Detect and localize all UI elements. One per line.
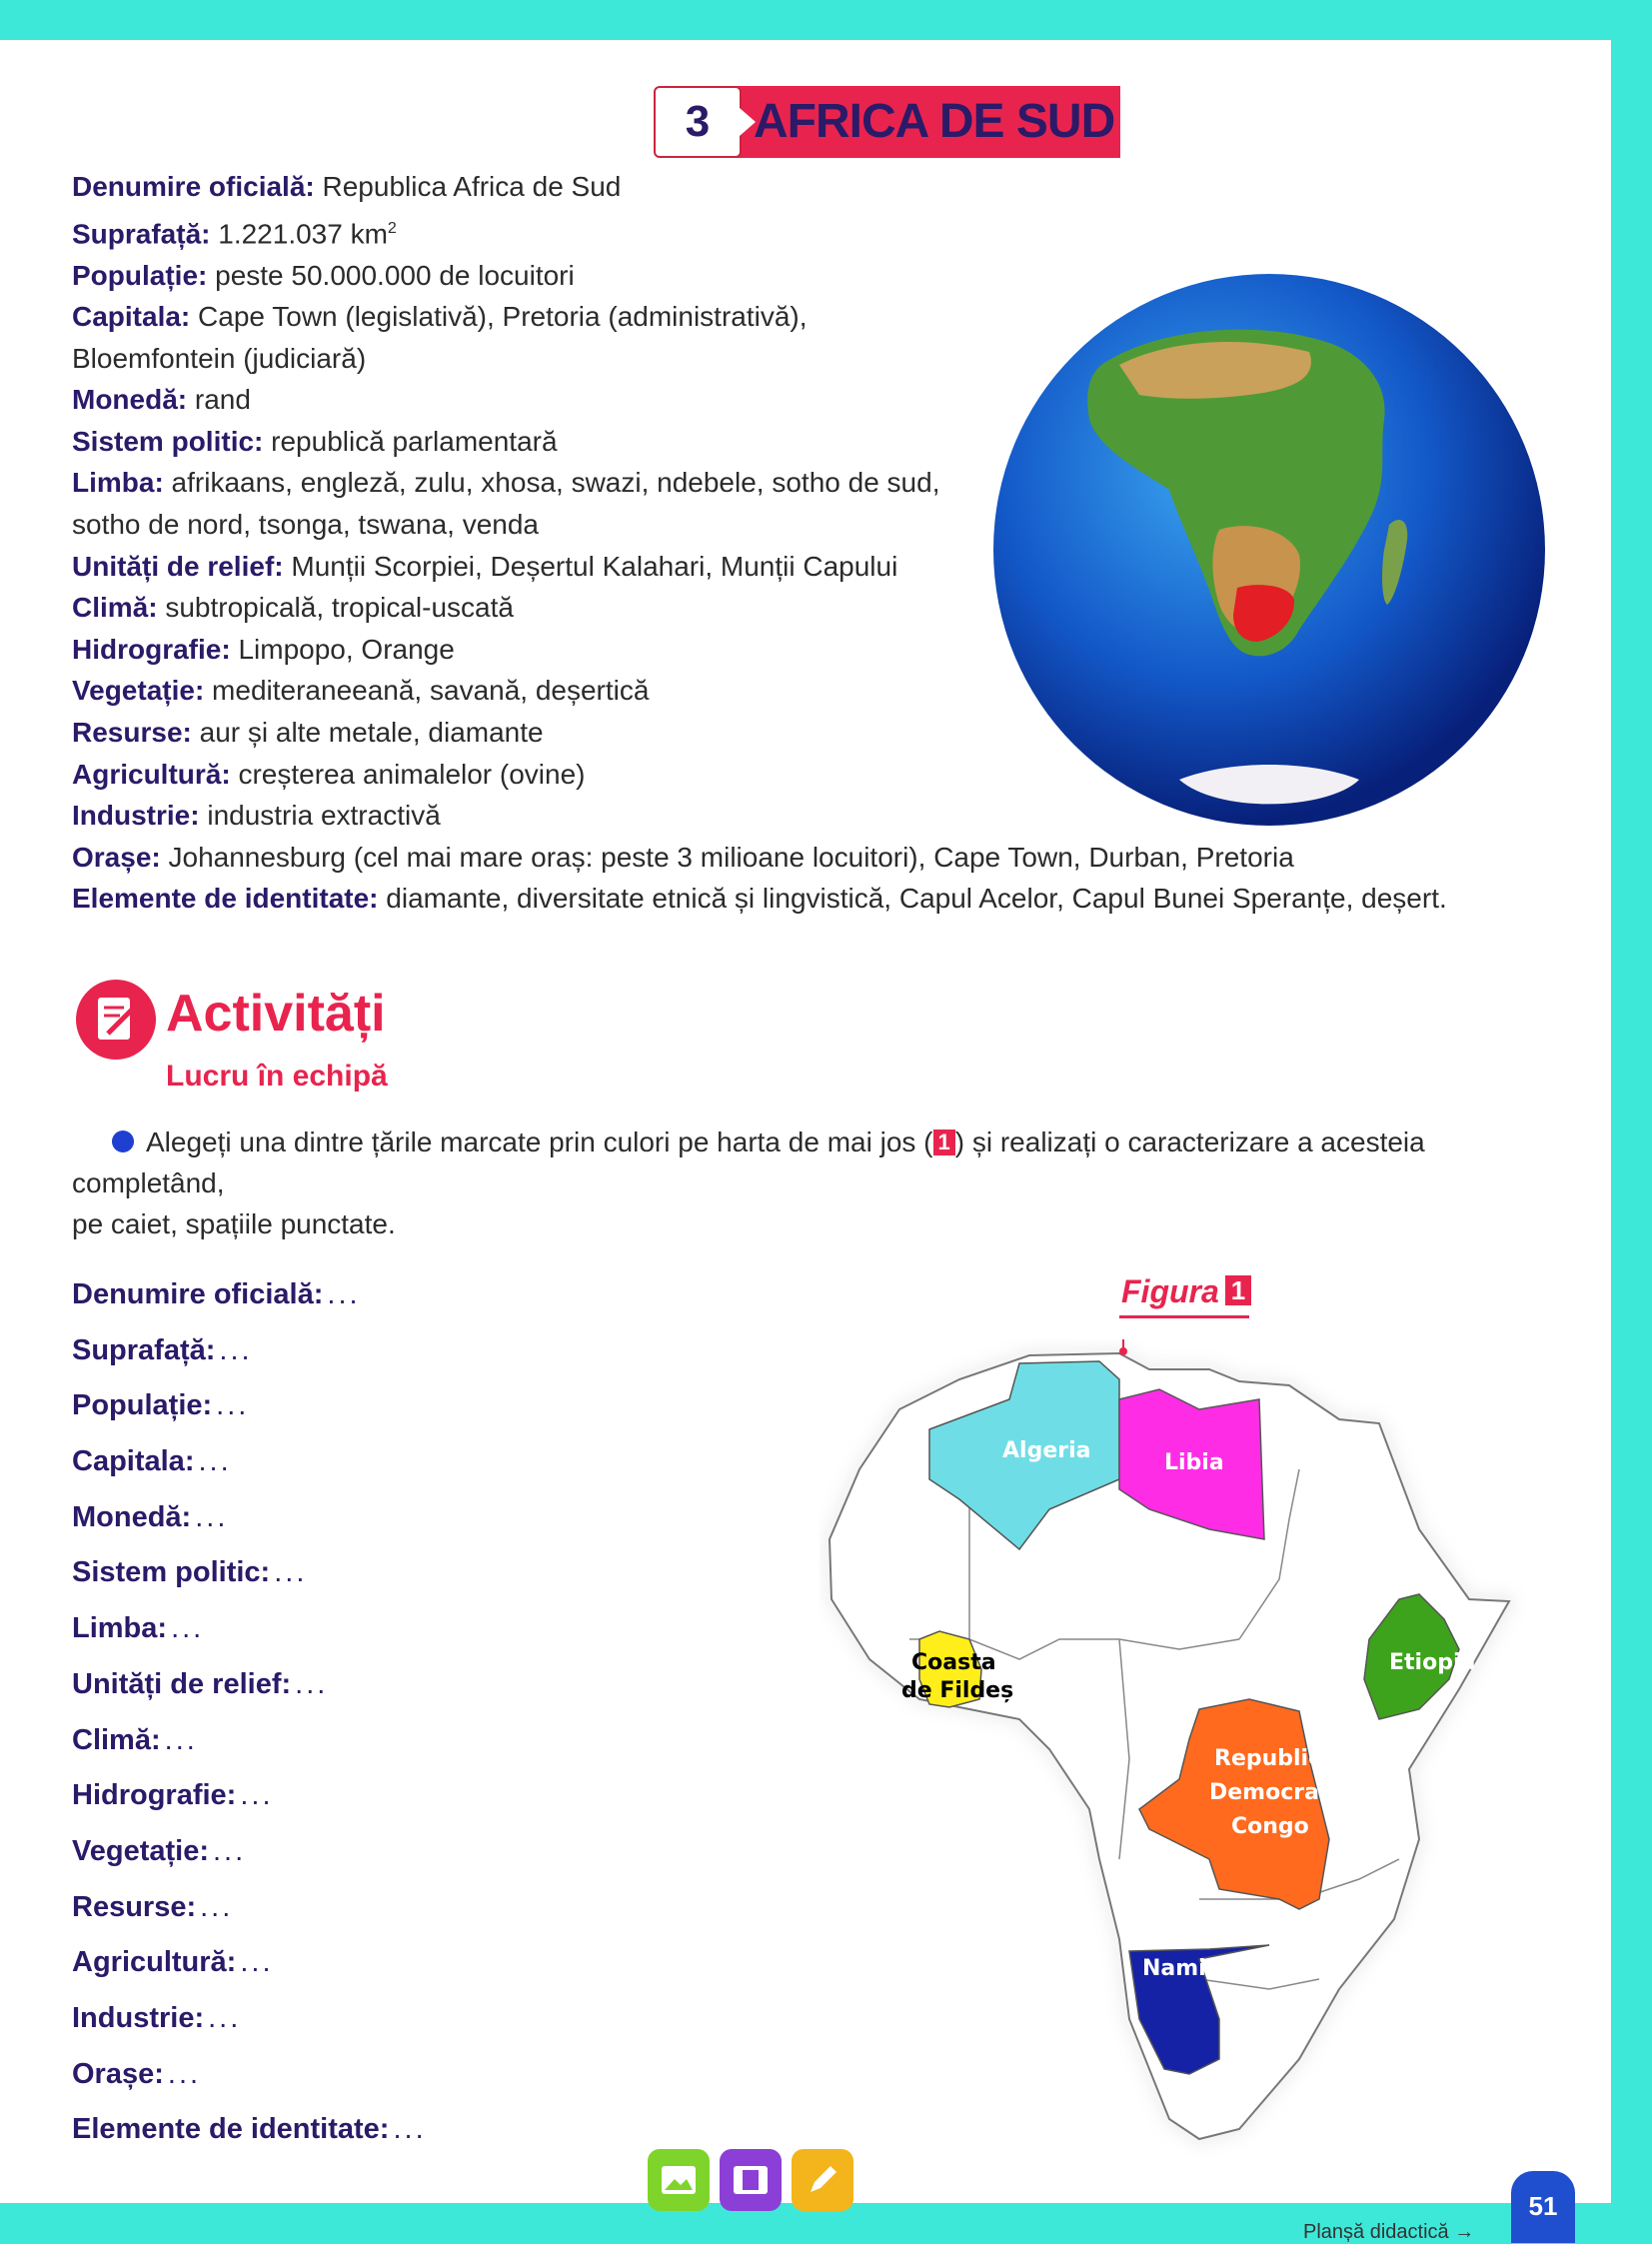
fill-in-line: Climă: ... [72, 1723, 198, 1756]
info-line: Denumire oficială: Republica Africa de Sud [72, 171, 622, 202]
info-line: Agricultură: creșterea animalelor (ovine) [72, 758, 586, 790]
pencil-button[interactable] [792, 2149, 853, 2211]
chapter-title: AFRICA DE SUD [736, 86, 1120, 158]
label-coasta-1: Coasta [911, 1650, 996, 1675]
info-line: Monedă: rand [72, 384, 251, 416]
info-line: Populație: peste 50.000.000 de locuitori [72, 259, 575, 291]
instruction-text: Alegeți una dintre țările marcate prin culori pe harta de mai jos ( 1 ) și realizați o caracterizare a acesteia completând, pe caiet, spațiile punctate. [72, 1126, 1425, 1239]
bullet-icon [112, 1130, 134, 1152]
info-line: Hidrografie: Limpopo, Orange [72, 633, 455, 665]
fill-in-line: Suprafață: ... [72, 1333, 253, 1366]
fill-in-line: Resurse: ... [72, 1890, 234, 1923]
info-line: Capitala: Cape Town (legislativă), Pretoria (administrativă), Bloemfontein (judiciară) [72, 301, 808, 374]
image-icon [661, 2165, 697, 2195]
label-rdc-1: Republica [1214, 1746, 1336, 1771]
fill-in-line: Industrie: ... [72, 2001, 242, 2034]
film-icon [733, 2165, 769, 2195]
info-line: Orașe: Johannesburg (cel mai mare oraș: peste 3 milioane locuitori), Cape Town, Durban, Pretoria [72, 841, 1294, 873]
fill-in-line: Monedă: ... [72, 1500, 229, 1533]
label-rdc-3: Congo [1231, 1814, 1309, 1839]
fill-in-line: Agricultură: ... [72, 1946, 274, 1979]
info-line: Elemente de identitate: diamante, diversitate etnică și lingvistică, Capul Acelor, Capul Bunei Speranțe, deșert. [72, 883, 1447, 915]
label-rdc-2: Democrată [1209, 1780, 1345, 1805]
fill-in-line: Unități de relief: ... [72, 1667, 329, 1700]
fill-in-line: Capitala: ... [72, 1445, 232, 1478]
fill-in-line: Elemente de identitate: ... [72, 2113, 427, 2146]
fill-in-list [72, 1271, 427, 2162]
chapter-number: 3 [654, 86, 742, 158]
africa-map [820, 1339, 1569, 2159]
page-number: 51 [1511, 2171, 1575, 2243]
label-coasta-2: de Fildeș [901, 1678, 1014, 1703]
fill-in-line: Hidrografie: ... [72, 1779, 274, 1812]
activities-subtitle: Lucru în echipă [166, 1060, 388, 1093]
fill-in-line: Orașe: ... [72, 2057, 202, 2090]
figure-label: Figura 1 [1121, 1273, 1251, 1310]
activities-icon [74, 978, 158, 1062]
chapter-header [654, 86, 1120, 162]
figure-underline [1119, 1315, 1249, 1318]
fill-in-line: Sistem politic: ... [72, 1556, 308, 1589]
info-line: Vegetație: mediteraneeană, savană, deșertică [72, 675, 650, 707]
fill-in-line: Limba: ... [72, 1612, 205, 1645]
figure-reference: 1 [933, 1129, 955, 1155]
label-algeria: Algeria [1002, 1438, 1091, 1463]
info-line: Limba: afrikaans, engleză, zulu, xhosa, swazi, ndebele, sotho de sud, sotho de nord, tsonga, tswana, venda [72, 467, 940, 541]
info-line: Industrie: industria extractivă [72, 800, 441, 832]
info-line: Climă: subtropicală, tropical-uscată [72, 592, 514, 624]
info-line: Resurse: aur și alte metale, diamante [72, 717, 544, 749]
info-line: Suprafață: 1.221.037 $km^2$ [72, 217, 397, 249]
film-button[interactable] [720, 2149, 782, 2211]
label-libia: Libia [1164, 1450, 1224, 1475]
info-line: Unități de relief: Munții Scorpiei, Deșertul Kalahari, Munții Capului [72, 550, 898, 582]
label-etiopia: Etiopia [1389, 1650, 1476, 1675]
image-button[interactable] [648, 2149, 710, 2211]
plansa-link[interactable]: Planșă didactică → [1303, 2221, 1475, 2243]
globe-image [989, 270, 1549, 830]
activities-title: Activități [166, 985, 386, 1043]
fill-in-line: Vegetație: ... [72, 1834, 247, 1867]
label-namibia: Namibia [1142, 1956, 1244, 1981]
fill-in-line: Populație: ... [72, 1389, 250, 1422]
pencil-icon [805, 2162, 840, 2198]
fill-in-line: Denumire oficială: ... [72, 1278, 361, 1310]
info-line: Sistem politic: republică parlamentară [72, 425, 558, 457]
